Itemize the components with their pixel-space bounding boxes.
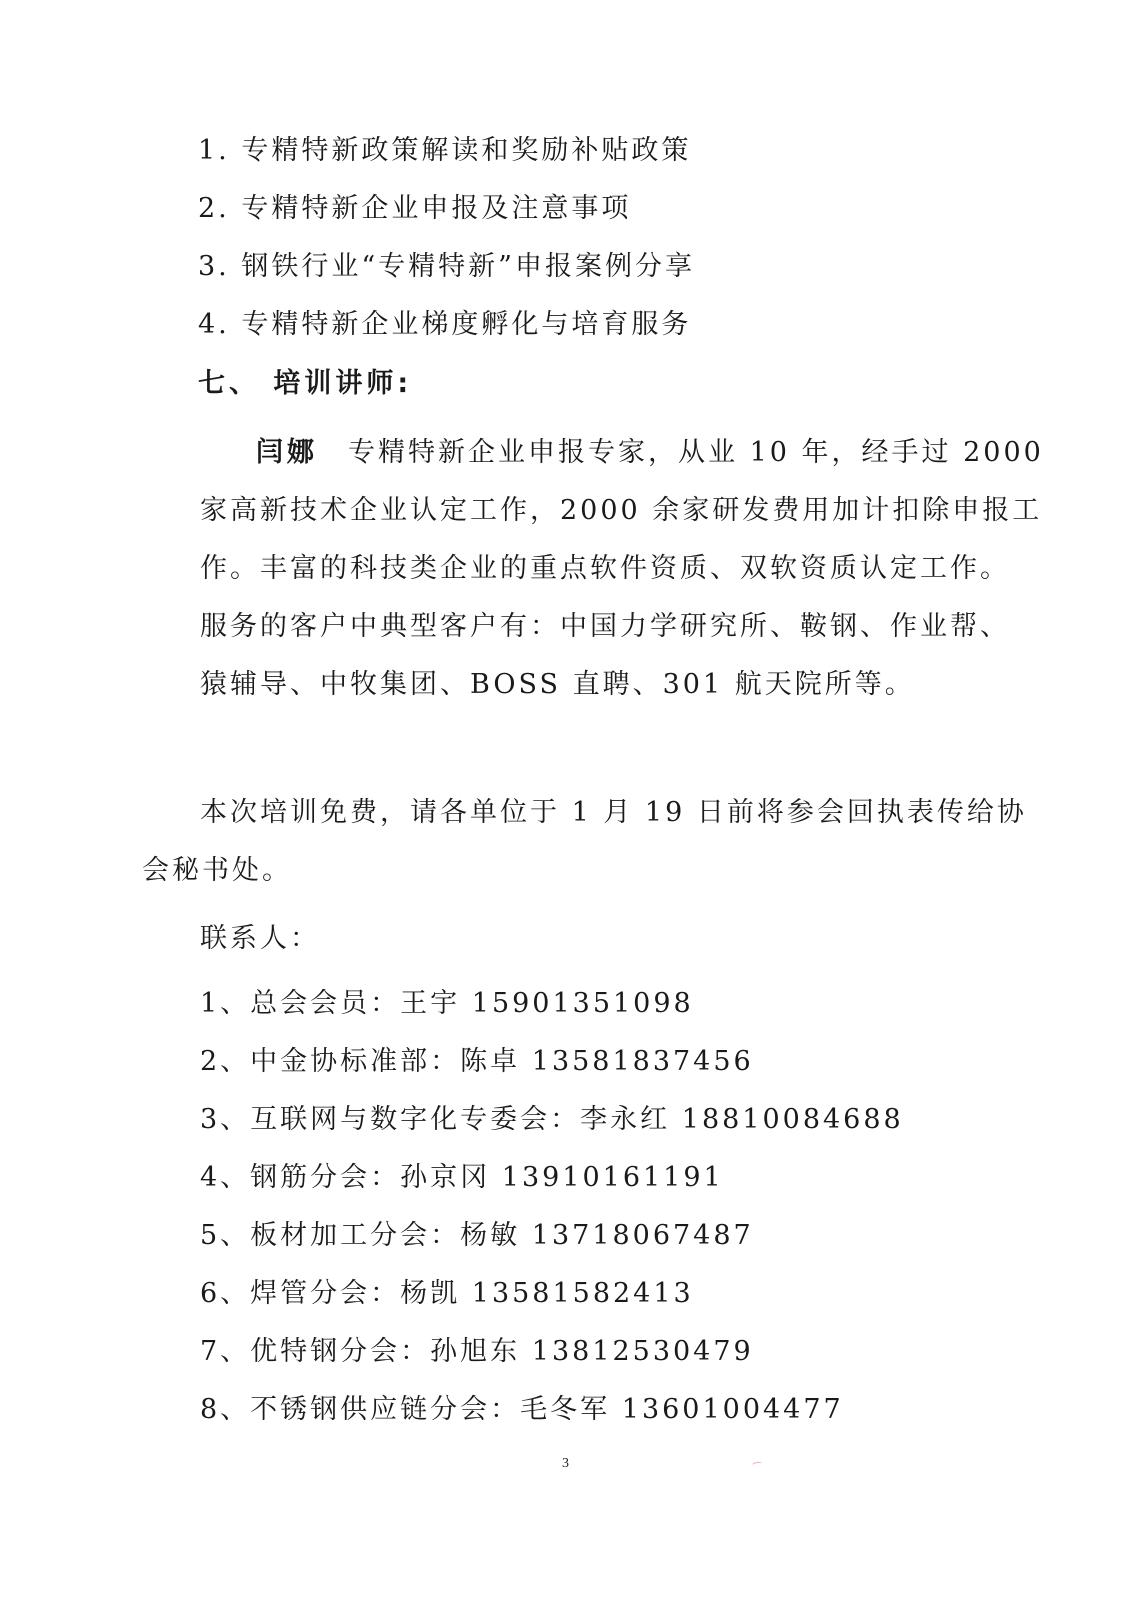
contact-item-3: 3、互联网与数字化专委会：李永红 18810084688 (200, 1104, 904, 1135)
contact-item-7: 7、优特钢分会：孙旭东 13812530479 (200, 1336, 754, 1367)
trainer-line-4: 服务的客户中典型客户有：中国力学研究所、鞍钢、作业帮、 (200, 611, 1010, 642)
topic-item-3: 3. 钢铁行业“专精特新”申报案例分享 (198, 251, 695, 282)
topic-item-4: 4. 专精特新企业梯度孵化与培育服务 (198, 309, 692, 340)
contacts-label: 联系人： (200, 923, 320, 954)
contact-item-8: 8、不锈钢供应链分会：毛冬军 13601004477 (200, 1394, 844, 1425)
topic-item-1: 1. 专精特新政策解读和奖励补贴政策 (198, 135, 692, 166)
contact-item-1: 1、总会会员：王宇 15901351098 (200, 988, 694, 1019)
notice-line-1: 本次培训免费，请各单位于 1 月 19 日前将参会回执表传给协 (200, 797, 1027, 828)
contact-item-5: 5、板材加工分会：杨敏 13718067487 (200, 1220, 754, 1251)
trainer-line-1: 专精特新企业申报专家，从业 10 年，经手过 2000 (348, 437, 1044, 468)
contact-item-4: 4、钢筋分会：孙京冈 13910161191 (200, 1162, 724, 1193)
contact-item-6: 6、焊管分会：杨凯 13581582413 (200, 1278, 694, 1309)
trainer-name: 闫娜 (256, 437, 318, 468)
trainer-line-2: 家高新技术企业认定工作，2000 余家研发费用加计扣除申报工 (200, 495, 1043, 526)
trainer-line-5: 猿辅导、中牧集团、BOSS 直聘、301 航天院所等。 (200, 669, 915, 700)
page-number: 3 (562, 1456, 569, 1471)
trainer-first-line (256, 435, 1044, 471)
topic-item-2: 2. 专精特新企业申报及注意事项 (198, 193, 632, 224)
notice-line-2: 会秘书处。 (142, 855, 292, 886)
trainer-heading: 七、 培训讲师: (198, 368, 413, 399)
contact-item-2: 2、中金协标准部：陈卓 13581837456 (200, 1046, 754, 1077)
trainer-line-3: 作。丰富的科技类企业的重点软件资质、双软资质认定工作。 (200, 553, 1010, 584)
